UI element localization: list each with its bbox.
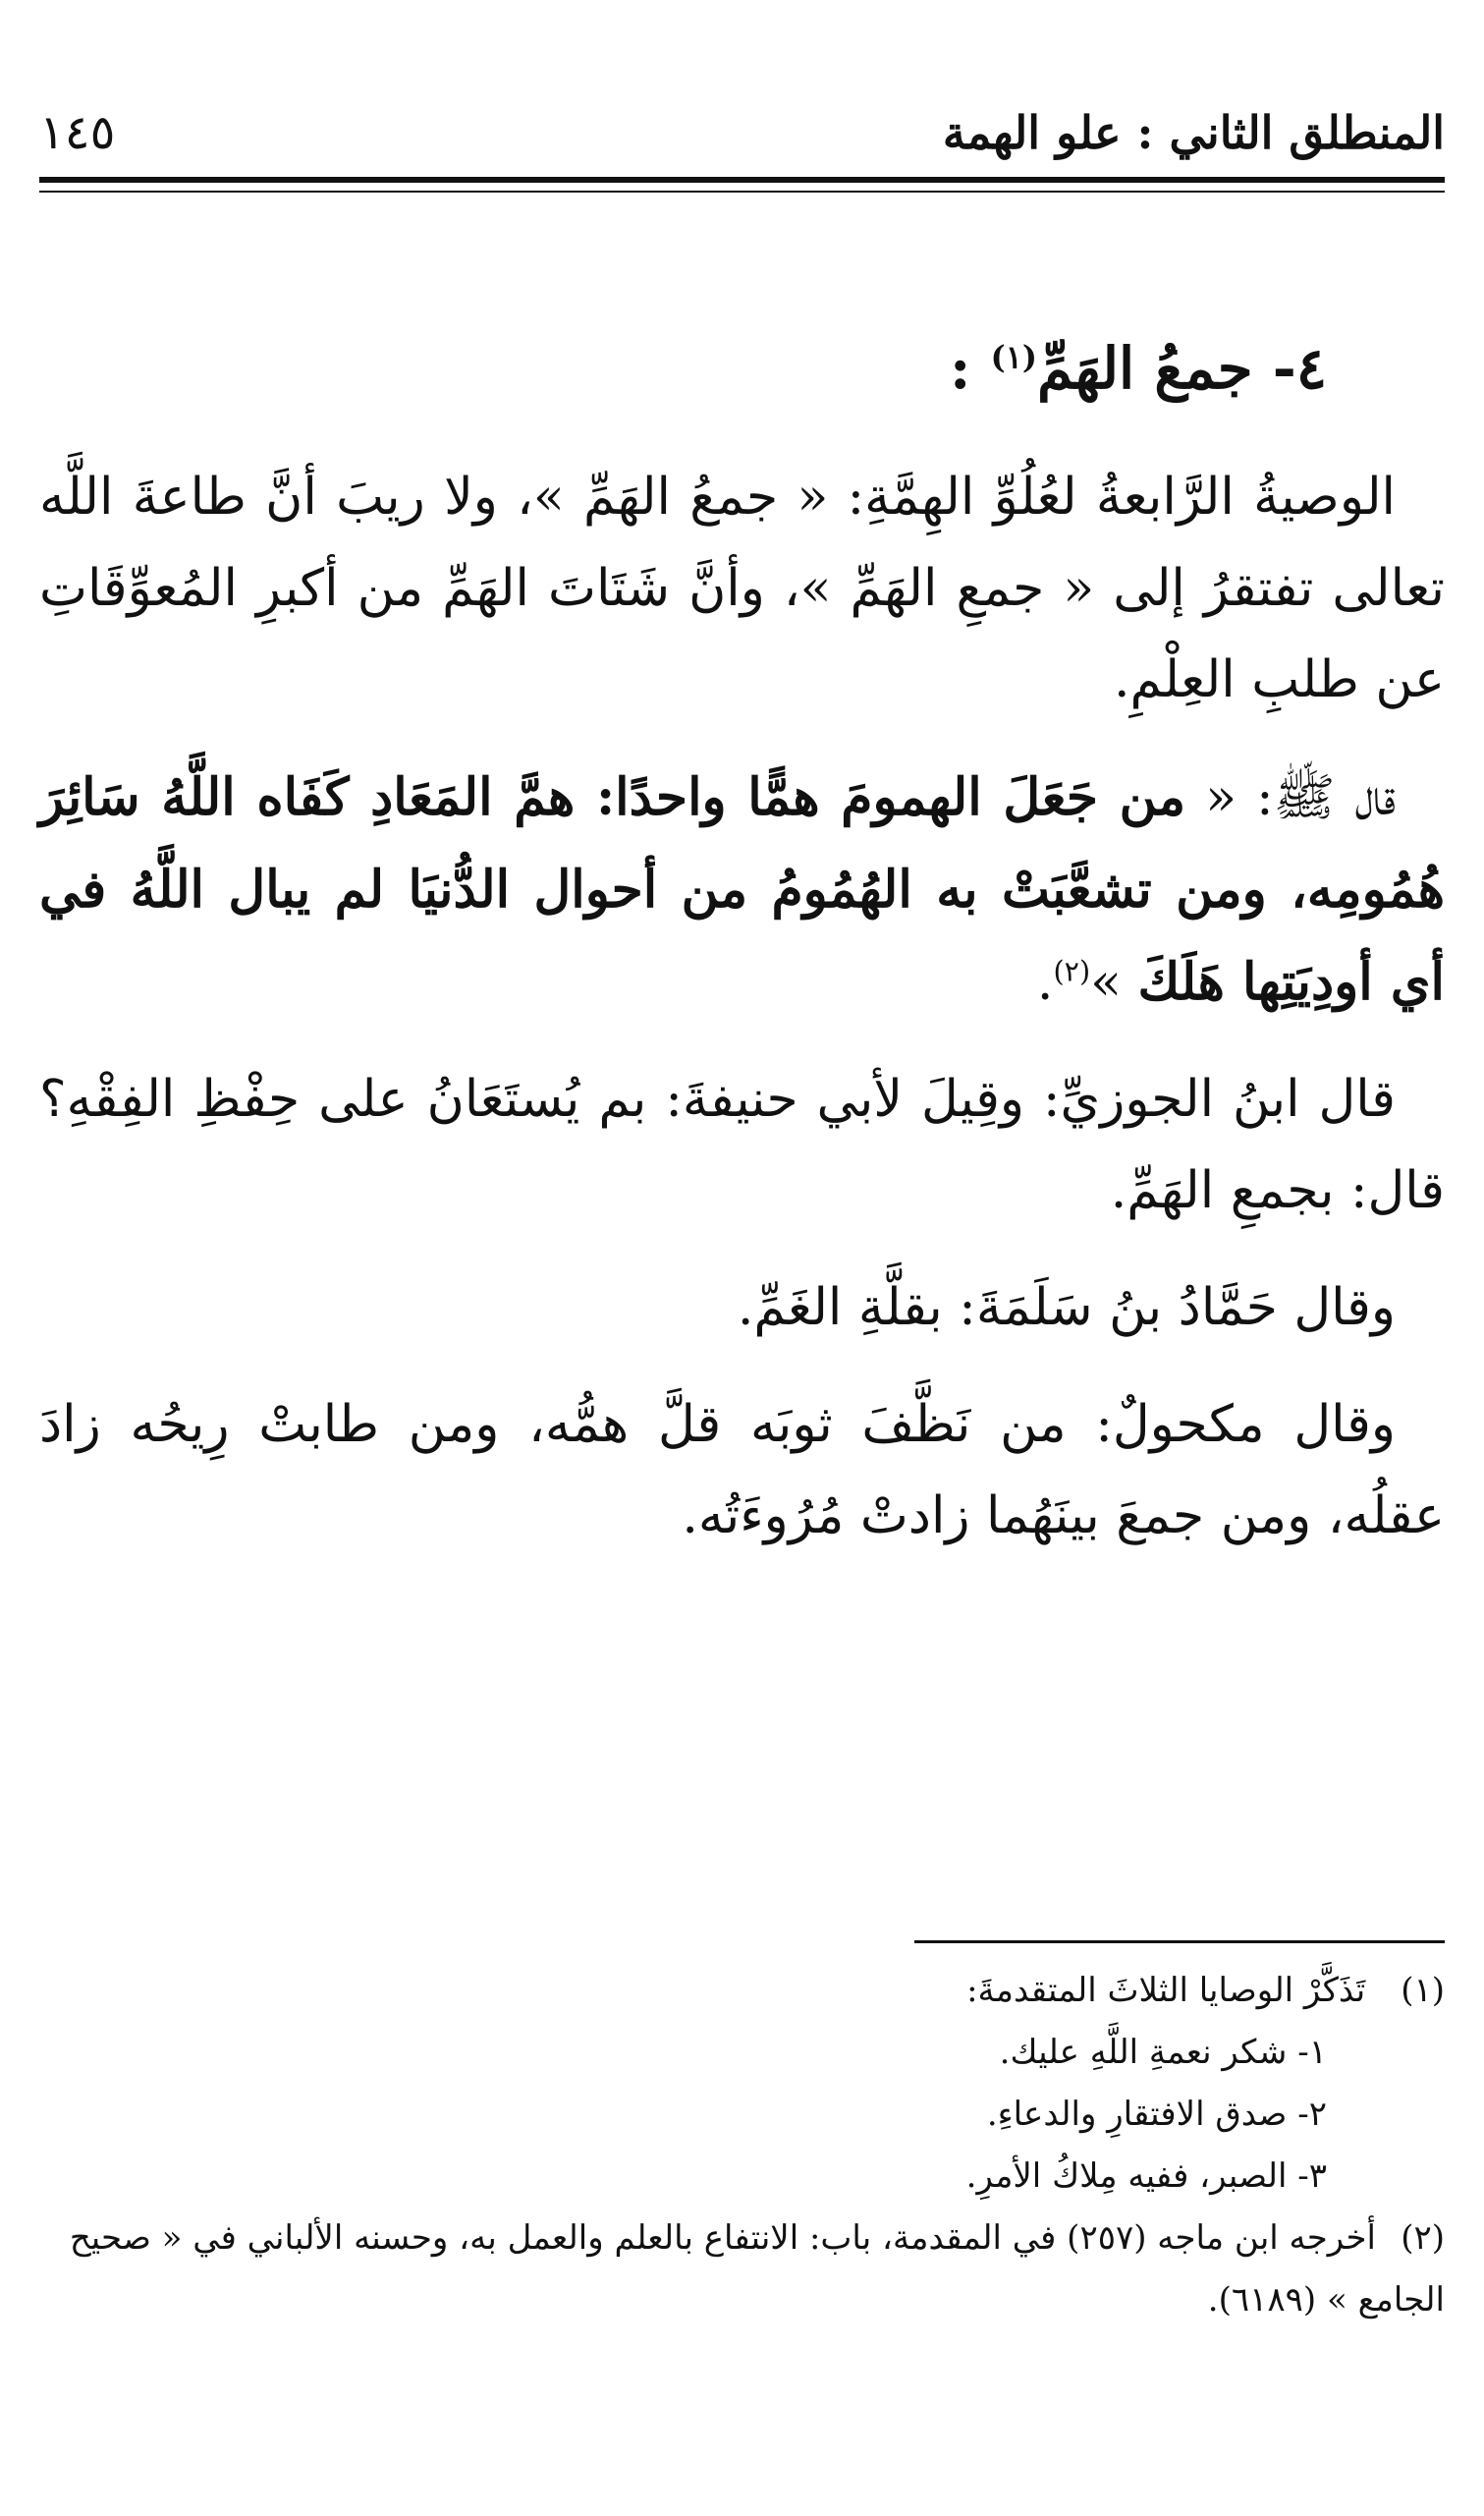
footnote-1-marker: (١) <box>1401 1971 1445 2010</box>
header-rule-thin <box>39 191 1445 193</box>
hadith-close-quote: » <box>1090 953 1122 1012</box>
hadith-end: . <box>1036 953 1054 1012</box>
main-text <box>39 295 1445 1588</box>
paragraph-1: الوصيةُ الرَّابعةُ لعُلُوِّ الهِمَّةِ: « جمعُ الهَمِّ »، ولا ريبَ أنَّ طاعةَ اللَّه تعالى تفتقرُ إلى « جمعِ الهَمِّ »، وأنَّ شَتَاتَ الهَمِّ من أكبرِ المُعوِّقَاتِ عن طلبِ العِلْمِ. <box>39 468 1445 709</box>
hadith-text: من جَعَلَ الهمومَ همًّا واحدًا: همَّ المَعَادِ كَفَاه اللَّهُ سَائِرَ هُمُومِه، ومن تشعَّبَتْ به الهُمُومُ من أحوال الدُّنيَا لم يبال اللَّهُ في أي أودِيَتِها هَلَكَ <box>39 767 1445 1012</box>
paragraph-4: وقال حَمَّادُ بنُ سَلَمَةَ: بقلَّةِ الغَمِّ. <box>737 1278 1396 1337</box>
footnote-2-marker: (٢) <box>1401 2218 1445 2258</box>
footnote-separator <box>914 1940 1445 1943</box>
section-heading-colon: : <box>950 335 971 402</box>
paragraph-5: وقال مكحولٌ: من نَظَّفَ ثوبَه قلَّ همُّه، ومن طابتْ رِيحُه زادَ عقلُه، ومن جمعَ بينَهُما زادتْ مُرُوءَتُه. <box>39 1395 1445 1545</box>
footnote-2-text: أخرجه ابن ماجه (٢٥٧) في المقدمة، باب: الانتفاع بالعلم والعمل به، وحسنه الألباني في « صحيح الجامع » (٦١٨٩). <box>69 2218 1445 2320</box>
page-number: ١٤٥ <box>39 105 116 160</box>
hadith-intro: قال ﷺ: « <box>1205 768 1396 827</box>
footnote-ref-1[interactable]: (١) <box>990 338 1037 376</box>
footnote-2 <box>39 2208 1445 2331</box>
footnote-1 <box>39 1960 1445 2022</box>
header-rule-thick <box>39 177 1445 183</box>
footnote-ref-2[interactable]: (٢) <box>1053 954 1091 988</box>
section-heading <box>39 324 1327 413</box>
footnote-1-item: ١- شكر نعمةِ اللَّهِ عليك. <box>999 2033 1327 2072</box>
paragraph-hadith <box>39 752 1445 1029</box>
chapter-title: المنطلق الثاني : علو الهمة <box>942 106 1445 159</box>
footnotes <box>39 1960 1445 2331</box>
footnote-1-intro: تَذَكَّرْ الوصايا الثلاثَ المتقدمةَ: <box>966 1971 1366 2010</box>
section-heading-text: ٤- جمعُ الهَمِّ <box>1037 335 1327 402</box>
footnote-1-item: ٣- الصبر، ففيه مِلاكُ الأمرِ. <box>965 2156 1327 2196</box>
footnote-1-item: ٢- صدق الافتقارِ والدعاءِ. <box>986 2095 1327 2134</box>
running-header <box>39 93 1445 172</box>
paragraph-3: قال ابنُ الجوزيِّ: وقِيلَ لأبي حنيفةَ: بم يُستَعَانُ على حِفْظِ الفِقْهِ؟ قال: بجمعِ الهَمِّ. <box>39 1070 1445 1220</box>
